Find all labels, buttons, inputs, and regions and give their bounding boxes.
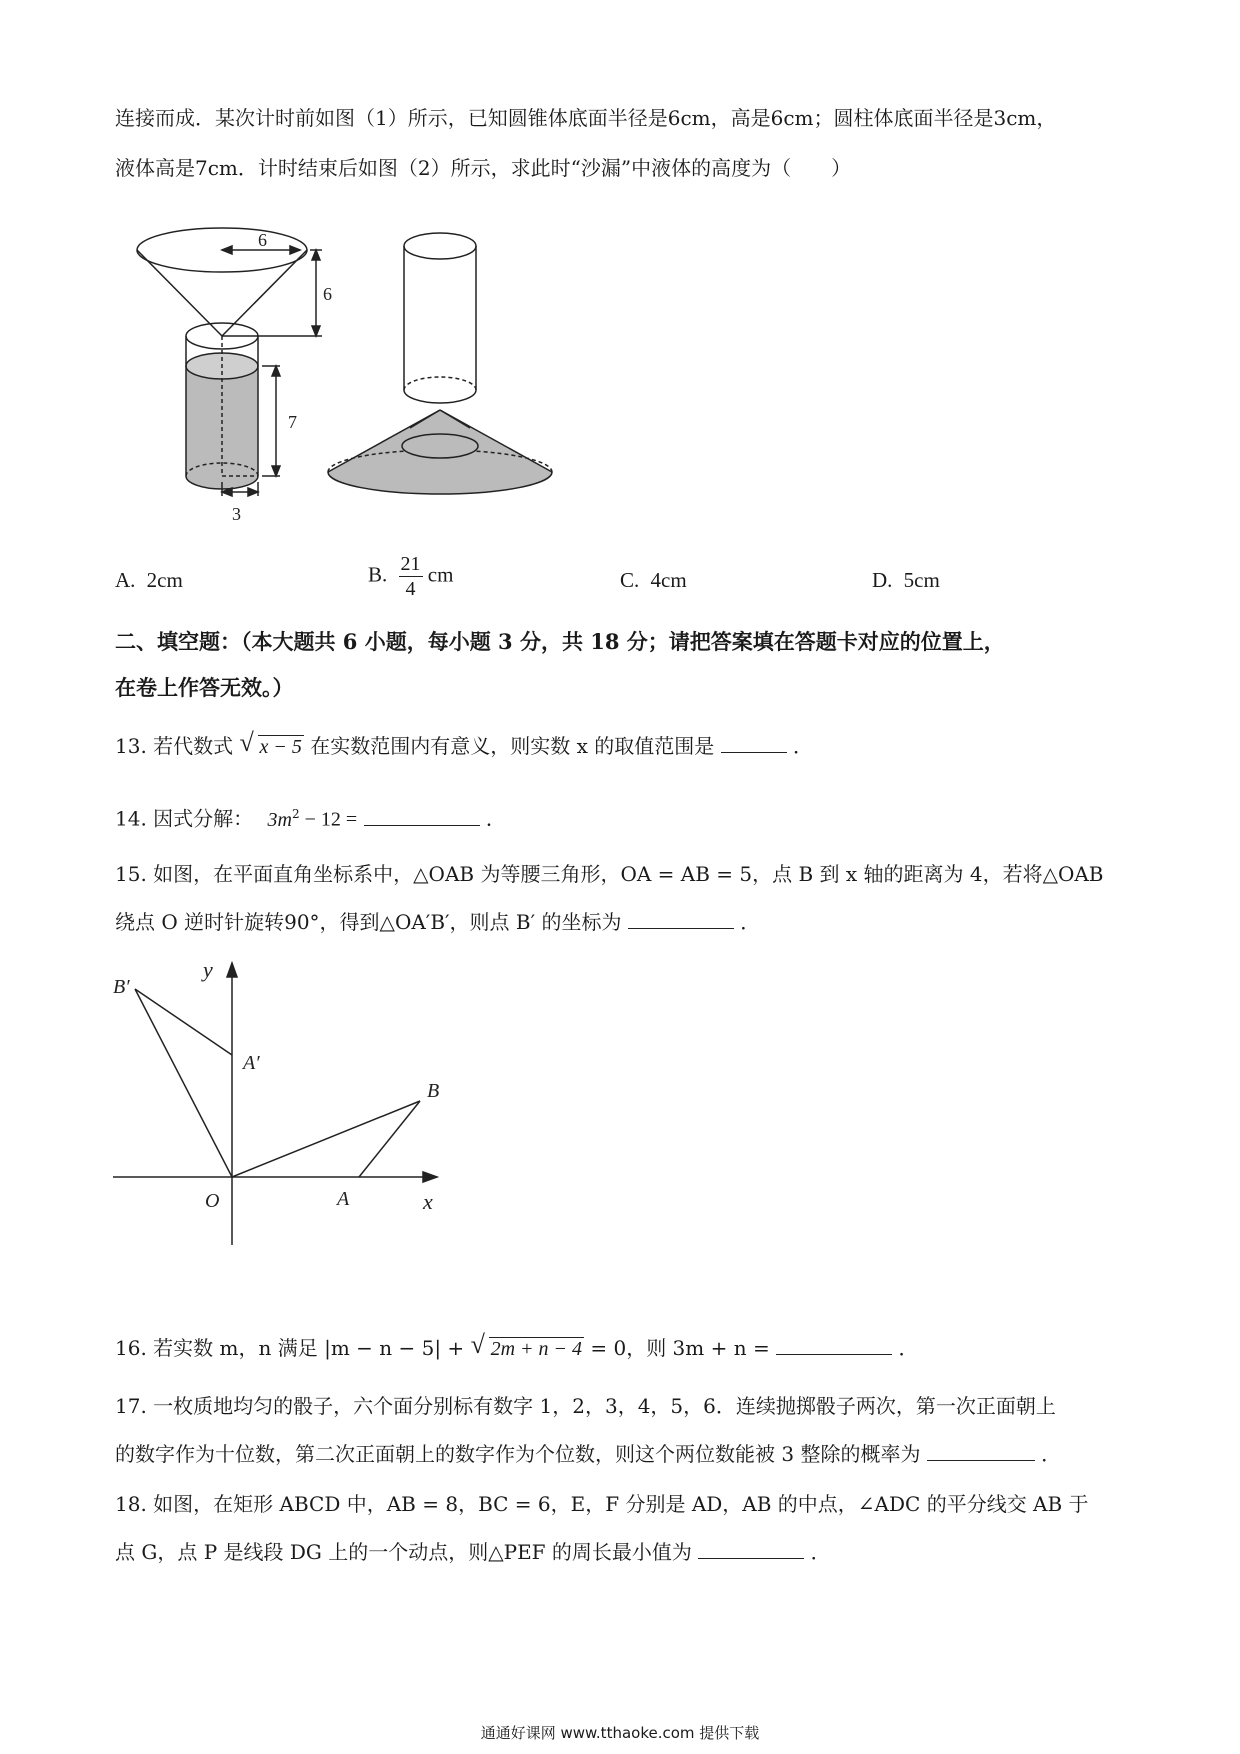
label-b-prime: B′ [113,976,130,998]
q13 [115,732,813,761]
fraction-denominator: 4 [405,578,416,600]
q17-answer-blank[interactable] [927,1440,1035,1461]
q16-end: ． [898,1336,919,1360]
q18-answer-blank[interactable] [698,1538,804,1559]
q13-radicand: x − 5 [259,736,302,758]
q15-end: ． [740,910,761,934]
option-d-label: D. [872,568,893,592]
fraction-numerator: 21 [400,553,421,575]
label-height-cone: 6 [323,284,332,304]
q13-sqrt [240,733,304,761]
label-radius-top: 6 [258,230,267,250]
q17-end: ． [1041,1442,1062,1466]
q12-text-line1: 连接而成．某次计时前如图（1）所示，已知圆锥体底面半径是6cm，高是6cm；圆柱体底面半径是3cm， [115,106,1057,130]
q18-line1: 18. 如图，在矩形 ABCD 中，AB = 8，BC = 6，E，F 分别是 AD，AB 的中点，∠ADC 的平分线交 AB 于 [115,1492,1089,1516]
q14-exponent: 2 [291,807,300,821]
option-a-value: 2cm [146,568,183,592]
q13-answer-blank[interactable] [721,732,787,753]
q12-option-a[interactable] [115,568,183,593]
q14-end: ． [485,806,506,831]
q14 [115,800,506,834]
q16-answer-blank[interactable] [776,1334,892,1355]
q12-text-line2: 液体高是7cm．计时结束后如图（2）所示，求此时“沙漏”中液体的高度为（ ） [115,156,852,180]
option-b-unit: cm [427,562,454,587]
q14-expr-a: 3m [267,808,292,831]
q18-line2 [115,1538,831,1566]
page-footer: 通通好课网 www.tthaoke.com 提供下载 [480,1724,760,1742]
q14-prefix: 14. 因式分解： [115,806,254,831]
q15-line2 [115,908,760,936]
label-o: O [205,1190,220,1212]
label-radius-cyl: 3 [232,504,241,524]
q12-hourglass-figure [110,214,670,534]
label-b: B [427,1080,440,1102]
q14-answer-blank[interactable] [364,805,480,826]
q16-radicand: 2m + n − 4 [490,1338,582,1360]
label-x: x [423,1189,433,1214]
figure-2 [328,233,552,494]
q15-coordinate-figure [105,955,465,1255]
label-height-liquid: 7 [288,412,297,432]
figure-1 [137,228,322,496]
q17-line2-text: 的数字作为十位数，第二次正面朝上的数字作为个位数，则这个两位数能被 3 整除的概率为 [115,1442,921,1466]
q18-line2-text: 点 G，点 P 是线段 DG 上的一个动点，则△PEF 的周长最小值为 [115,1540,692,1564]
section-heading-line2: 在卷上作答无效。） [115,675,294,700]
q16-prefix: 16. 若实数 m，n 满足 |m − n − 5| + [115,1336,465,1360]
q16 [115,1334,918,1363]
option-d-value: 5cm [903,568,940,592]
q16-middle: = 0，则 3m + n = [590,1336,770,1360]
q12-option-c[interactable] [620,568,687,593]
q15-line2-text: 绕点 O 逆时针旋转90°，得到△OA′B′，则点 B′ 的坐标为 [115,910,622,934]
q17-line2 [115,1440,1061,1468]
q15-line1: 15. 如图，在平面直角坐标系中，△OAB 为等腰三角形，OA = AB = 5，点 B 到 x 轴的距离为 4，若将△OAB [115,862,1104,886]
q13-prefix: 13. 若代数式 [115,734,234,758]
option-c-label: C. [620,568,640,592]
option-b-label: B. [368,562,388,587]
section-heading-line1: 二、填空题：（本大题共 6 小题，每小题 3 分，共 18 分；请把答案填在答题卡对应的位置上， [115,629,1005,654]
q17-line1: 17. 一枚质地均匀的骰子，六个面分别标有数字 1，2，3，4，5，6．连续抛掷骰子两次，第一次正面朝上 [115,1394,1056,1418]
option-a-label: A. [115,568,136,592]
q16-sqrt [471,1335,584,1363]
option-c-value: 4cm [650,568,687,592]
q15-answer-blank[interactable] [628,908,734,929]
q12-option-b[interactable] [368,552,453,601]
q12-option-d[interactable] [872,568,940,593]
label-a: A [337,1188,350,1210]
label-a-prime: A′ [243,1052,260,1074]
q13-suffix: 在实数范围内有意义，则实数 x 的取值范围是 [310,734,715,758]
option-b-fraction [399,552,423,601]
q14-expr-b: − 12 = [299,808,358,831]
q13-end: ． [792,734,813,758]
q18-end: ． [810,1540,831,1564]
label-y: y [203,957,213,982]
